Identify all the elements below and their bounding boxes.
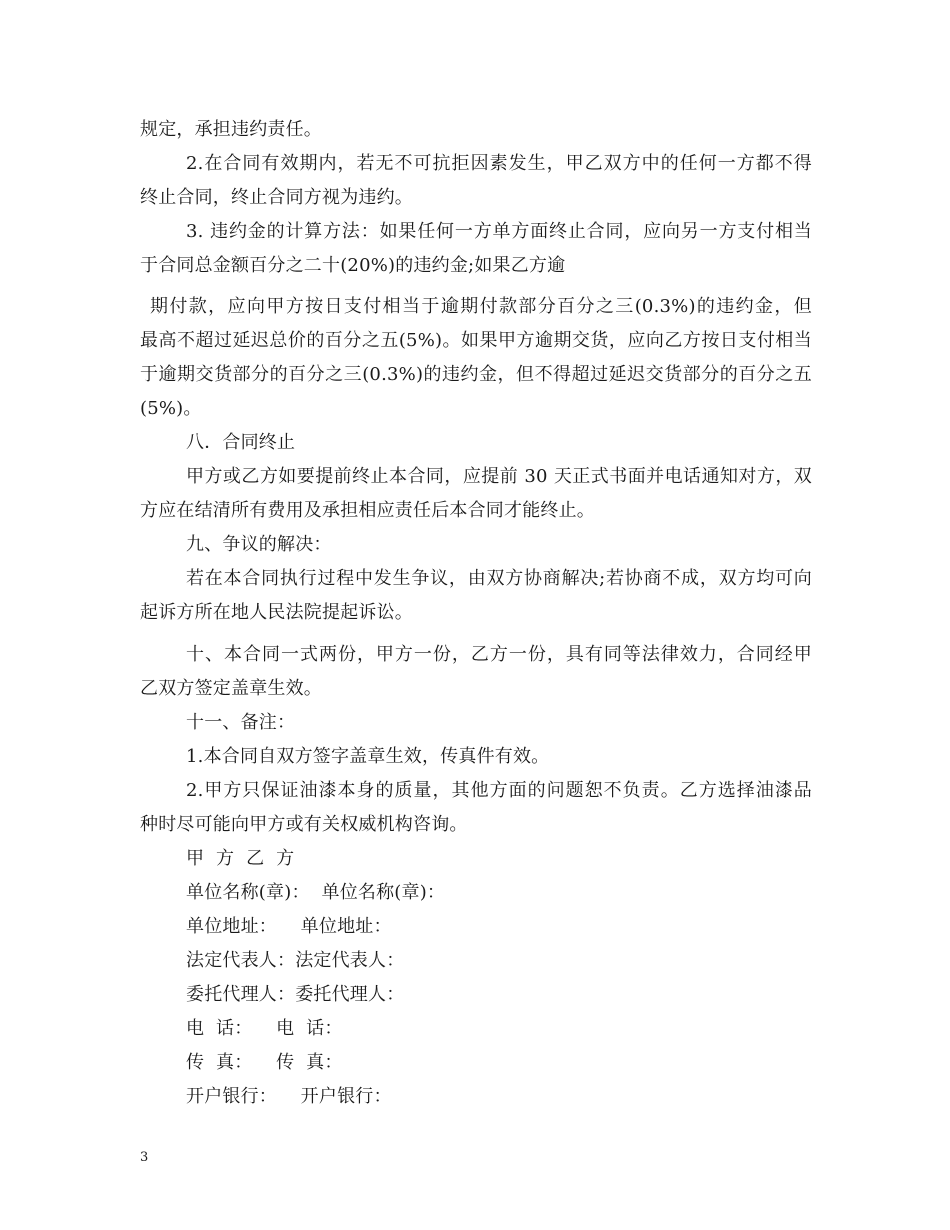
text-line: 于逾期交货部分的百分之三(0.3%)的违约金，但不得超过延迟交货部分的百分之五 [140,364,812,385]
text-line: 规定，承担违约责任。 [140,119,322,140]
signature-line: 单位名称(章)： 单位名称(章)： [186,882,446,903]
text-line: 2.在合同有效期内，若无不可抗拒因素发生，甲乙双方中的任何一方都不得 [186,153,812,174]
text-line: 3. 违约金的计算方法：如果任何一方单方面终止合同，应向另一方支付相当 [186,221,812,242]
signature-line: 开户银行： 开户银行： [186,1086,392,1107]
text-line: 方应在结清所有费用及承担相应责任后本合同才能终止。 [140,500,595,521]
text-line: 起诉方所在地人民法院提起诉讼。 [140,602,413,623]
page-number: 3 [140,1150,149,1165]
section-heading: 八．合同终止 [186,432,296,453]
text-line: 甲方或乙方如要提前终止本合同，应提前 30 天正式书面并电话通知对方，双 [186,466,812,487]
text-line: 最高不超过延迟总价的百分之五(5%)。如果甲方逾期交货，应向乙方按日支付相当 [140,330,812,351]
text-line: 1.本合同自双方签字盖章生效，传真件有效。 [186,746,550,767]
section-heading: 十一、备注： [186,712,296,733]
text-line: 终止合同，终止合同方视为违约。 [140,187,413,208]
signature-line: 传 真： 传 真： [186,1052,343,1073]
signature-line: 法定代表人：法定代表人： [186,950,405,971]
text-line: 若在本合同执行过程中发生争议，由双方协商解决;若协商不成，双方均可向 [186,568,812,589]
text-line: 期付款，应向甲方按日支付相当于逾期付款部分百分之三(0.3%)的违约金，但 [150,296,812,317]
text-line: 于合同总金额百分之二十(20%)的违约金;如果乙方逾 [140,255,566,276]
signature-header: 甲 方 乙 方 [186,848,295,869]
text-line: 种时尽可能向甲方或有关权威机构咨询。 [140,814,468,835]
text-line: 2.甲方只保证油漆本身的质量，其他方面的问题恕不负责。乙方选择油漆品 [186,780,812,801]
section-heading: 九、争议的解决： [186,534,332,555]
signature-line: 单位地址： 单位地址： [186,916,392,937]
text-line: (5%)。 [140,398,202,419]
signature-line: 委托代理人：委托代理人： [186,984,405,1005]
text-line: 十、本合同一式两份，甲方一份，乙方一份，具有同等法律效力，合同经甲 [186,644,812,665]
text-line: 乙双方签定盖章生效。 [140,678,322,699]
signature-line: 电 话： 电 话： [186,1018,343,1039]
